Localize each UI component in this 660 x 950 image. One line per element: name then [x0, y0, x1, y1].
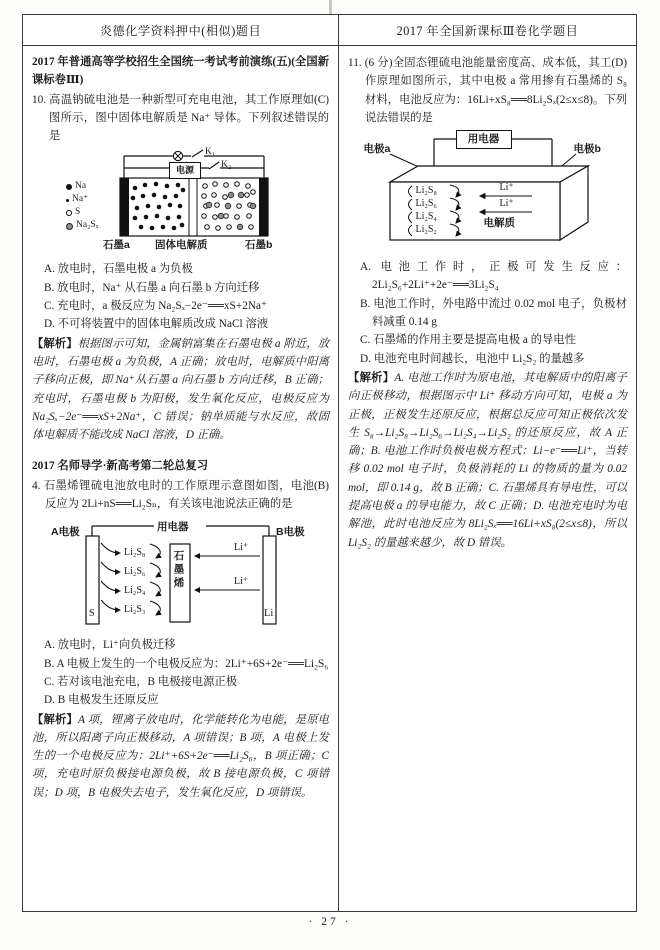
li-ion-label-2: Li⁺ — [499, 198, 514, 210]
question-4-answer: (B) — [313, 479, 329, 492]
species-li2s2: Li₂S₂ — [415, 224, 437, 236]
solid-electrolyte-label: 固体电解质 — [155, 239, 208, 252]
question-11-option-b: B. 电池工作时，外电路中流过 0.02 mol 电子，负极材料减重 0.14 g — [360, 297, 627, 329]
right-column — [339, 46, 636, 911]
scan-artifact-line — [329, 0, 332, 14]
graphene-lithium-sulfur-diagram — [48, 516, 313, 632]
question-10-answer: (C) — [313, 93, 329, 106]
s-circle-icon — [66, 210, 72, 216]
header-left-title: 炎德化学资料押中(相似)题目 — [23, 15, 339, 45]
na-dot-icon — [66, 184, 72, 190]
switch-k1-blade — [192, 150, 203, 157]
species-li2s8: Li₂S₈ — [415, 185, 437, 197]
question-4-option-c: C. 若对该电池充电，B 电极接电源正极 — [44, 675, 237, 688]
page-number: · 27 · — [308, 916, 352, 928]
table-header-row — [23, 15, 636, 46]
table-body — [23, 46, 636, 911]
graphite-a-electrode — [120, 178, 129, 236]
question-10-text: (C) 10. 高温钠硫电池是一种新型可充电电池，其工作原理如图所示，图中固体电解质是 Na⁺ 导体。下列叙述错误的是 — [32, 91, 329, 146]
sulfur-electrode-label: S — [89, 608, 95, 620]
legend-item-na: Na — [66, 179, 86, 194]
power-source-label: 电源 — [169, 162, 201, 179]
comparison-table — [22, 14, 637, 912]
a-electrode-label: A电极 — [51, 526, 80, 539]
sodium-sulfur-battery-diagram — [63, 148, 298, 256]
graphite-a-label: 石墨a — [103, 239, 130, 252]
question-4-option-a: A. 放电时，Li⁺向负极迁移 — [44, 639, 176, 652]
question-10-option-b: B. 放电时，Na⁺ 从石墨 a 向石墨 b 方向迁移 — [44, 281, 260, 294]
graphite-b-electrode — [259, 178, 268, 236]
legend-item-na2sx: Na₂Sₓ — [66, 218, 98, 233]
question-10-option-a: A. 放电时，石墨电极 a 为负极 — [44, 263, 193, 276]
question-11-option-d: D. 电池充电时间越长，电池中 Li₂S₂ 的量越多 — [360, 352, 585, 365]
question-11-analysis: 【解析】A. 电池工作时为原电池，其电解质中的阳离子向正极移动，根据图示中 Li⁺ 移动方向可知，电极 a 为正极，正极发生还原反应，根据总反应可知正极依次发生 S₈→Li₂S₈→Li₂S₆→Li₂S₄→Li₂S₂ 的还原反应，故 A 正确；B. 电池工作时负极电极方程式：Li−e⁻══Li⁺，当转移 0.02 mol 电子时，负极消耗的 Li 的物质的量为 0.02 mol，即 0.14 g，故 B 正确；C. 石墨烯具有导电性，可以提高电极 a 的导电能力，故 C 正确；D. 电池充电时为电解池，此时电池反应为 8Li₂Sₓ══16Li+xS₈(2≤x≤8)，所以 Li₂S₂ 的量越来越少，故 D 错误。 — [348, 371, 627, 549]
spacer — [32, 444, 329, 457]
b-electrode-label: B电极 — [276, 526, 305, 539]
species-li2s4: Li₂S₄ — [415, 211, 437, 223]
electrode-b-label: 电极b — [573, 143, 601, 156]
legend-item-s: S — [66, 205, 80, 220]
li-ion-label-2: Li⁺ — [234, 576, 249, 588]
lithium-electrode-label: Li — [264, 608, 274, 620]
switch-k1-label: K₁ — [205, 147, 216, 158]
question-10-analysis: 【解析】根据图示可知，金属钠富集在石墨电极 a 附近，放电时，石墨电极 a 为负极，A 正确；放电时，电解质中阳离子移向正极，即 Na⁺从石墨 a 向石墨 b 方向迁移，B 正确；充电时，石墨电极 b 为阳极，发生氧化反应，电极反应为 Na₂Sₓ−2e⁻══xS+2Na⁺，C 错误；钠单质能与水反应，故固体电解质不能改成 NaCl 溶液，D 正确。 — [32, 337, 329, 442]
question-4-option-b: B. A 电极上发生的一个电极反应为：2Li⁺+6S+2e⁻══Li₂S₆ — [44, 657, 329, 670]
question-4-text: (B) 4. 石墨烯锂硫电池放电时的工作原理示意图如图，电池反应为 2Li+nS══Li₂Sₙ，有关该电池说法正确的是 — [32, 477, 329, 514]
question-11-text: (D) 11. (6 分)全固态锂硫电池能量密度高、成本低，其工作原理如图所示，其中电极 a 常用掺有石墨烯的 S₈ 材料，电池反应为：16Li+xS₈══8Li₂Sₓ(2≤x≤8)。下列说法错误的是 — [348, 54, 627, 127]
li-ion-label-1: Li⁺ — [499, 182, 514, 194]
switch-k2-blade — [209, 162, 219, 169]
species-li2s4: Li₂S₄ — [124, 585, 146, 597]
section2-title: 2017 名师导学·新高考第二轮总复习 — [32, 460, 209, 473]
species-li2s6: Li₂S₆ — [124, 566, 146, 578]
li-ion-label-1: Li⁺ — [234, 542, 249, 554]
switch-k2-label: K₂ — [221, 160, 232, 171]
question-11-answer: (D) — [611, 57, 627, 69]
question-4-analysis: 【解析】A 项，锂离子放电时，化学能转化为电能，是原电池，所以阳离子向正极移动，A 项错误；B 项，A 电极上发生的一个电极反应为：2Li⁺+6S+2e⁻══Li₂S₆，B 项正确；C 项，充电时原负极接电源负极，故 B 接电源负极，C 项错误；D 项，B 电极失去电子，发生氧化反应，D 项错误。 — [32, 713, 329, 799]
graphene-label: 石墨烯 — [172, 550, 185, 591]
species-li2s6: Li₂S₆ — [415, 198, 437, 210]
header-right-title: 2017 年全国新课标Ⅲ卷化学题目 — [396, 23, 579, 38]
question-4-option-d: D. B 电极发生还原反应 — [44, 694, 159, 707]
na2sx-dot-icon — [66, 223, 73, 230]
solid-state-battery-diagram — [362, 130, 614, 254]
appliance-label: 用电器 — [154, 519, 192, 536]
question-11-option-a: A. 电池工作时，正极可发生反应：2Li₂S₆+2Li⁺+2e⁻══3Li₂S₄ — [360, 261, 627, 292]
appliance-label: 用电器 — [456, 130, 512, 149]
graphite-b-label: 石墨b — [245, 239, 273, 252]
na-ion-dot-icon — [66, 199, 69, 202]
species-li2s3: Li₂S₃ — [124, 604, 146, 616]
electrode-a-label: 电极a — [363, 143, 391, 156]
left-column — [23, 46, 339, 911]
species-li2s8: Li₂S₈ — [124, 547, 146, 559]
legend-item-na-ion: Na⁺ — [66, 192, 88, 207]
question-11-option-c: C. 石墨烯的作用主要是提高电极 a 的导电性 — [360, 334, 576, 347]
electrolyte-label: 电解质 — [483, 217, 515, 230]
section1-title: 2017 年普通高等学校招生全国统一考试考前演练(五)(全国新课标卷Ⅲ) — [32, 56, 329, 87]
question-10-option-d: D. 不可将装置中的固体电解质改成 NaCl 溶液 — [44, 318, 269, 331]
question-10-option-c: C. 充电时，a 极反应为 Na₂Sₓ−2e⁻══xS+2Na⁺ — [44, 300, 267, 313]
